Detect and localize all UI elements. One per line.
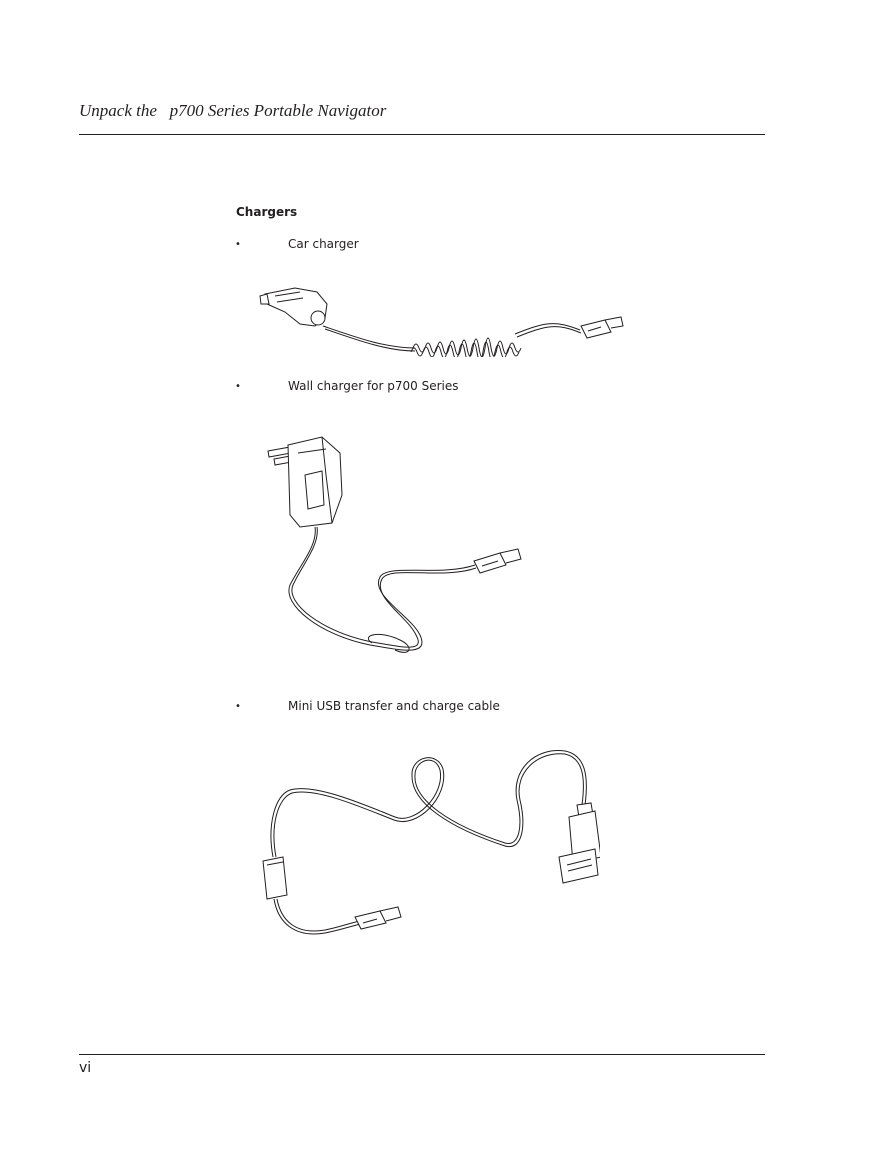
footer-rule <box>79 1054 765 1055</box>
header-rule <box>79 134 765 135</box>
section-heading: Chargers <box>236 205 298 219</box>
wall-charger-illustration <box>260 435 530 665</box>
car-charger-illustration <box>255 282 640 357</box>
item-usb-cable-label: Mini USB transfer and charge cable <box>288 699 500 713</box>
bullet-car-charger: • <box>235 239 241 250</box>
page-number: vi <box>79 1060 92 1076</box>
page-header-title: Unpack the p700 Series Portable Navigator <box>79 101 387 120</box>
usb-cable-illustration <box>255 745 600 940</box>
item-car-charger-label: Car charger <box>288 237 359 251</box>
bullet-wall-charger: • <box>235 381 241 392</box>
bullet-usb-cable: • <box>235 701 241 712</box>
item-wall-charger-label: Wall charger for p700 Series <box>288 379 459 393</box>
